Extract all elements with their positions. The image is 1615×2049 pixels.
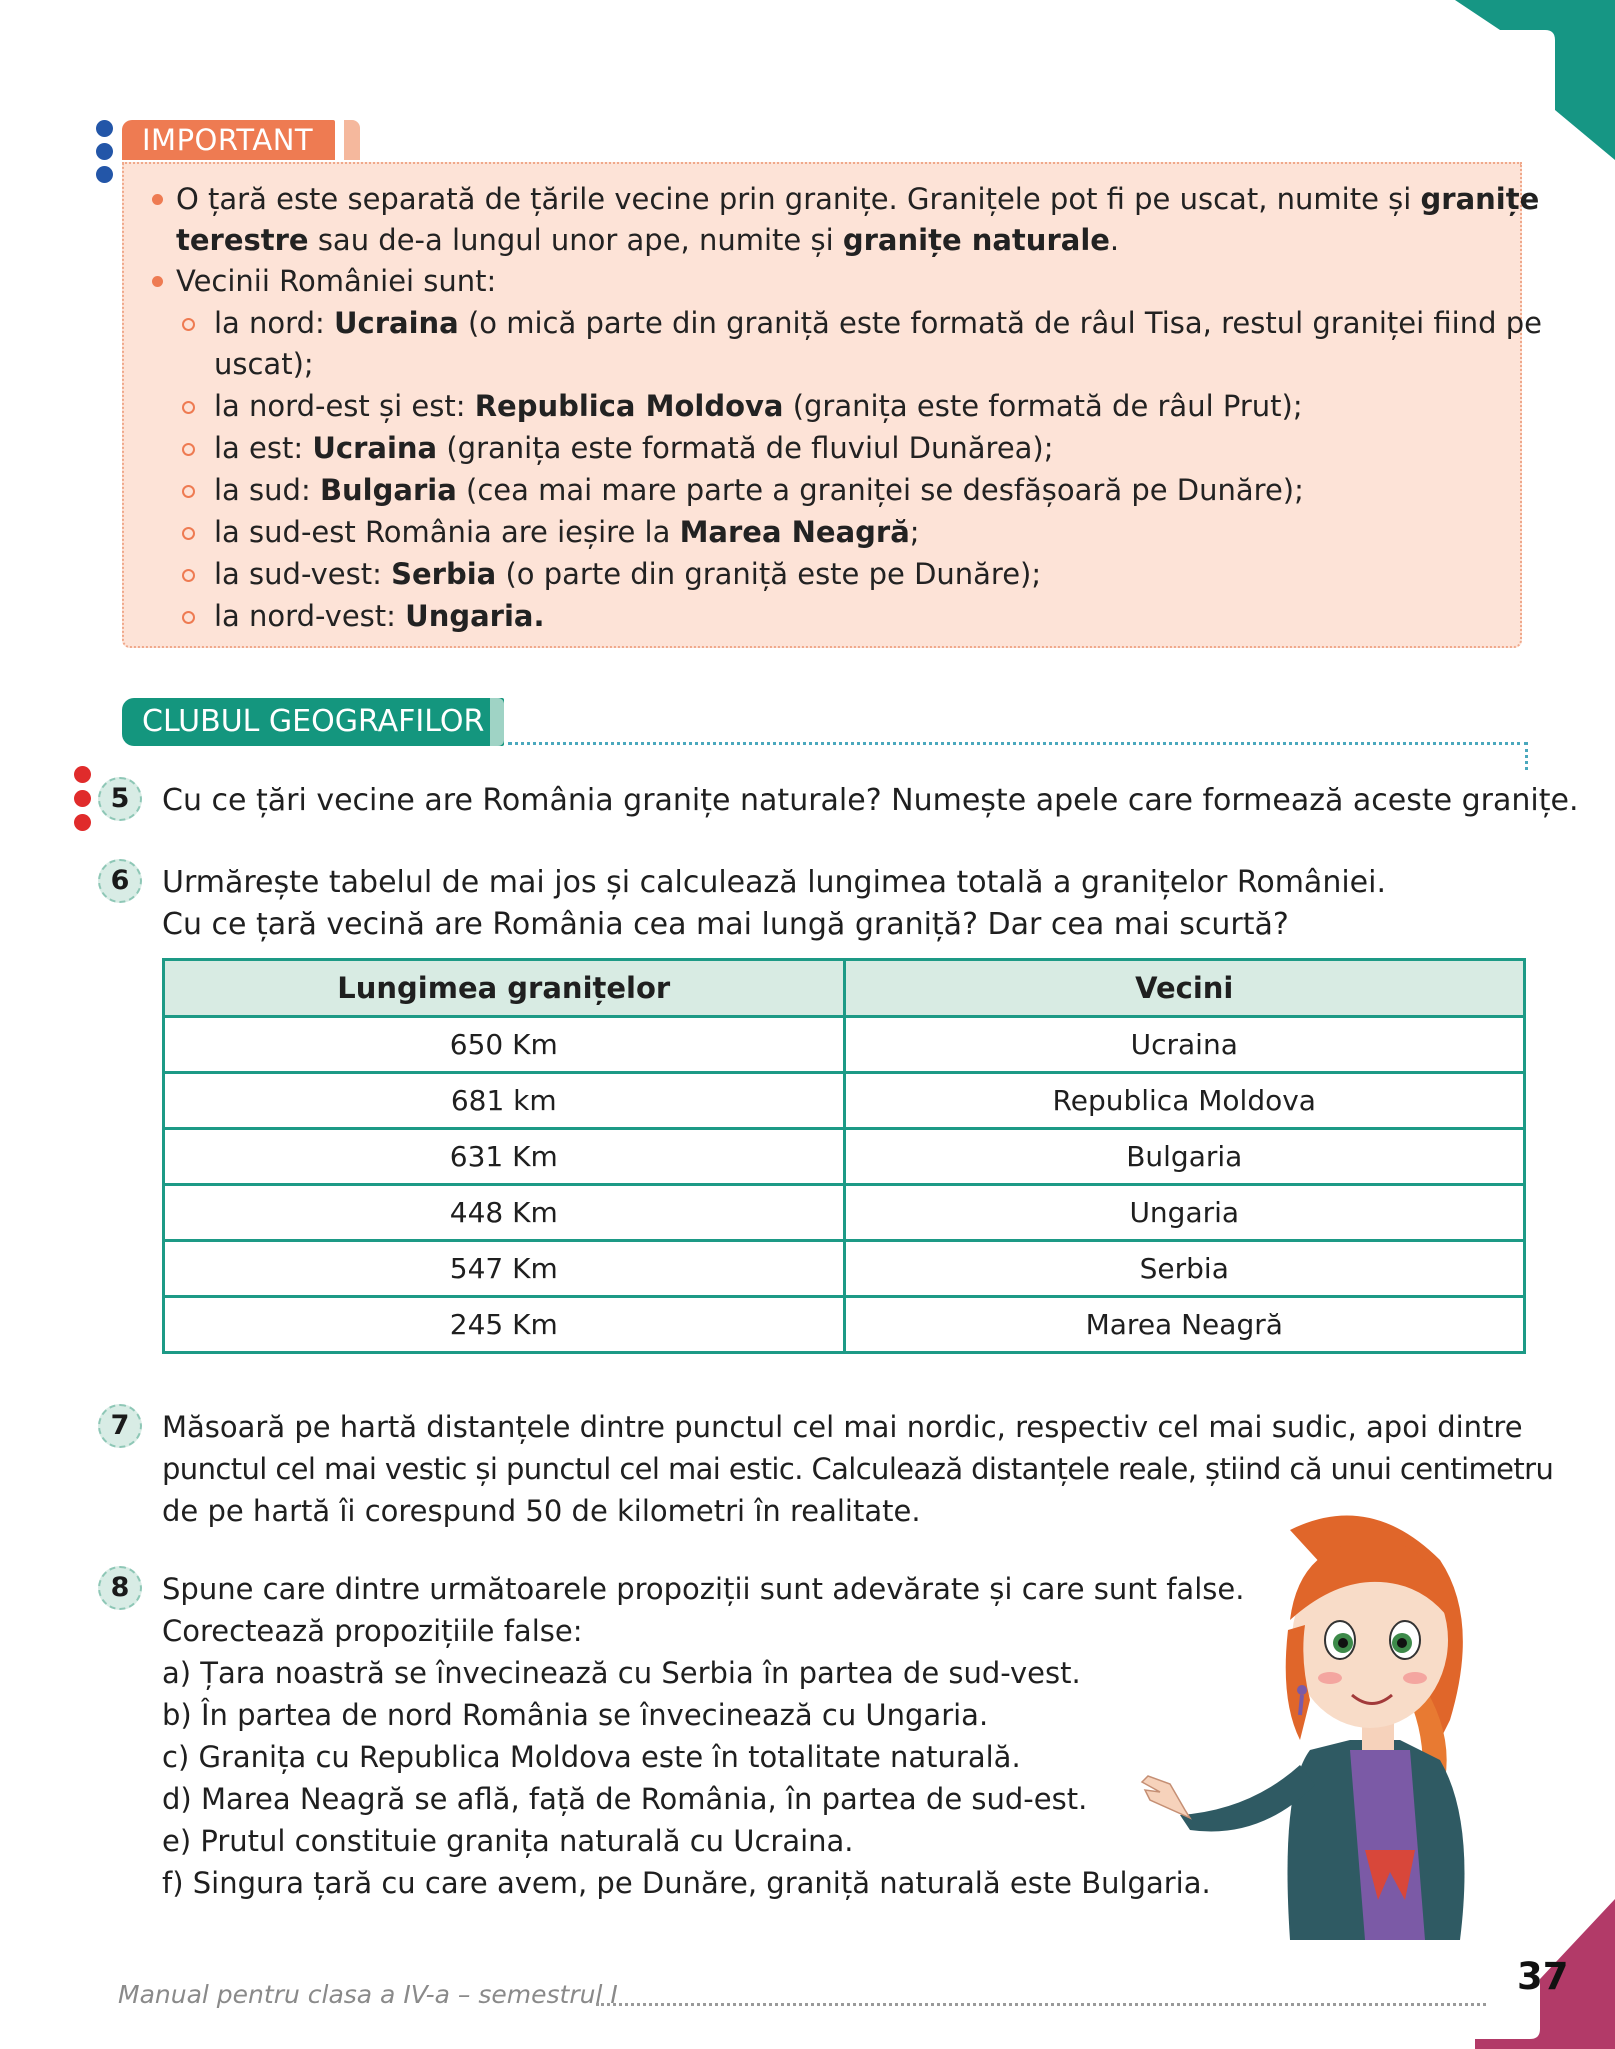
important-paragraph-2: Vecinii României sunt:: [176, 264, 497, 298]
table-row: [164, 1241, 1525, 1297]
question-7-line-1: Măsoară pe hartă distanțele dintre punctul cel mai nordic, respectiv cel mai sudic, apoi dintre: [162, 1410, 1523, 1444]
sub-bullet-icon: [182, 611, 195, 624]
page-number: 37: [1517, 1955, 1569, 1998]
club-tab-decoration: [490, 698, 504, 746]
question-7-line-3: de pe hartă îi corespund 50 de kilometri în realitate.: [162, 1494, 921, 1528]
question-7-line-2: punctul cel mai vestic și punctul cel mai estic. Calculează distanțele reale, știind că unui centimetru: [162, 1452, 1554, 1486]
important-label: IMPORTANT: [122, 120, 335, 160]
important-paragraph-1-line-1: O țară este separată de țările vecine prin granițe. Granițele pot fi pe uscat, numite și granițe: [176, 182, 1540, 216]
question-6-line-2: Cu ce țară vecină are România cea mai lungă graniță? Dar cea mai scurtă?: [162, 907, 1289, 942]
sub-bullet-icon: [182, 569, 195, 582]
cell-neighbor: Ucraina: [844, 1017, 1525, 1073]
table-row: [164, 1297, 1525, 1353]
header-border-length: Lungimea granițelor: [164, 960, 845, 1017]
footer-dotted-line: [596, 2003, 1486, 2006]
sub-bullet-icon: [182, 527, 195, 540]
header-neighbors: Vecini: [844, 960, 1525, 1017]
table-header-row: [164, 960, 1525, 1017]
statement-a: a) Țara noastră se învecinează cu Serbia în partea de sud-vest.: [162, 1656, 1081, 1690]
neighbor-item-southwest: la sud-vest: Serbia (o parte din graniță este pe Dunăre);: [214, 557, 1042, 591]
sub-bullet-icon: [182, 318, 195, 331]
question-6-line-1: Urmărește tabelul de mai jos și calculează lungimea totală a granițelor României.: [162, 865, 1386, 900]
statement-e: e) Prutul constituie granița naturală cu Ucraina.: [162, 1824, 854, 1858]
sub-bullet-icon: [182, 443, 195, 456]
question-8-line-1: Spune care dintre următoarele propoziții sunt adevărate și care sunt false.: [162, 1572, 1245, 1606]
girl-illustration: [1140, 1500, 1500, 1940]
table-row: [164, 1073, 1525, 1129]
statement-b: b) În partea de nord România se învecinează cu Ungaria.: [162, 1698, 989, 1732]
important-paragraph-1-line-2: terestre sau de-a lungul unor ape, numite și granițe naturale.: [176, 223, 1120, 257]
neighbor-item-northeast: la nord-est și est: Republica Moldova (granița este formată de râul Prut);: [214, 389, 1303, 423]
statement-d: d) Marea Neagră se află, față de România, în partea de sud-est.: [162, 1782, 1088, 1816]
cell-neighbor: Marea Neagră: [844, 1297, 1525, 1353]
dotted-divider: [508, 742, 1528, 745]
question-number-8: 8: [98, 1566, 142, 1610]
statement-c: c) Granița cu Republica Moldova este în totalitate naturală.: [162, 1740, 1021, 1774]
sub-bullet-icon: [182, 401, 195, 414]
cell-neighbor: Ungaria: [844, 1185, 1525, 1241]
cell-length: 650 Km: [164, 1017, 845, 1073]
important-tab-decoration: [344, 120, 360, 160]
cell-neighbor: Serbia: [844, 1241, 1525, 1297]
cell-length: 547 Km: [164, 1241, 845, 1297]
neighbor-item-southeast: la sud-est România are ieșire la Marea Neagră;: [214, 515, 920, 549]
cell-length: 631 Km: [164, 1129, 845, 1185]
statement-f: f) Singura țară cu care avem, pe Dunăre, graniță naturală este Bulgaria.: [162, 1866, 1211, 1900]
neighbor-item-south: la sud: Bulgaria (cea mai mare parte a graniței se desfășoară pe Dunăre);: [214, 473, 1304, 507]
question-number-6: 6: [98, 859, 142, 903]
table-row: [164, 1129, 1525, 1185]
question-number-5: 5: [98, 777, 142, 821]
cell-neighbor: Bulgaria: [844, 1129, 1525, 1185]
footer-text: Manual pentru clasa a IV-a – semestrul I: [118, 1980, 618, 2009]
neighbor-item-northwest: la nord-vest: Ungaria.: [214, 599, 545, 633]
blue-dots-marker: [96, 120, 116, 189]
club-label: CLUBUL GEOGRAFILOR: [122, 698, 504, 746]
neighbor-item-east: la est: Ucraina (granița este formată de fluviul Dunărea);: [214, 431, 1054, 465]
neighbor-item-north: la nord: Ucraina (o mică parte din graniță este formată de râul Tisa, restul graniței fiind pe: [214, 306, 1542, 340]
table-row: [164, 1185, 1525, 1241]
dotted-divider-end: [1525, 742, 1528, 770]
cell-neighbor: Republica Moldova: [844, 1073, 1525, 1129]
bullet-icon: [152, 194, 163, 205]
question-5-text: Cu ce țări vecine are România granițe naturale? Numește apele care formează aceste granițe.: [162, 783, 1579, 818]
cell-length: 245 Km: [164, 1297, 845, 1353]
bullet-icon: [152, 276, 163, 287]
borders-table: [162, 958, 1526, 1354]
question-number-7: 7: [98, 1404, 142, 1448]
cell-length: 448 Km: [164, 1185, 845, 1241]
neighbor-item-north-continued: uscat);: [214, 347, 314, 381]
question-8-line-2: Corectează propozițiile false:: [162, 1614, 583, 1648]
cell-length: 681 km: [164, 1073, 845, 1129]
red-dots-marker: [74, 766, 91, 838]
corner-decoration-top-right: [1455, 0, 1615, 160]
table-row: [164, 1017, 1525, 1073]
sub-bullet-icon: [182, 485, 195, 498]
